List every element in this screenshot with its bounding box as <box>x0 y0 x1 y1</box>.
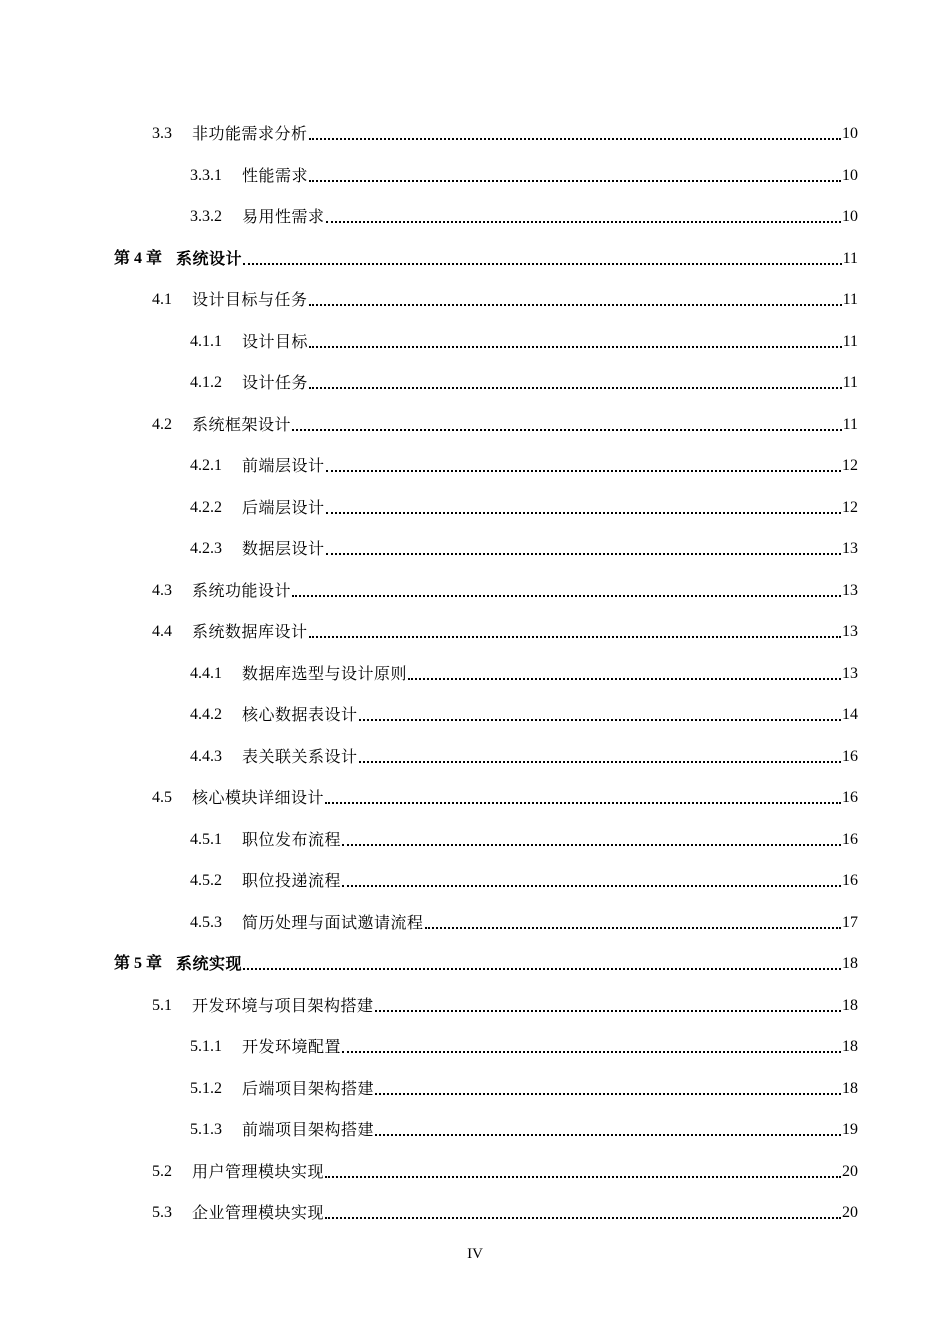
toc-entry-page: 12 <box>842 457 858 474</box>
toc-entry-page: 13 <box>842 581 858 599</box>
toc-entry-title: 前端项目架构搭建 <box>242 1120 375 1139</box>
toc-dot-leader <box>309 180 841 182</box>
toc-dot-leader <box>243 263 842 265</box>
toc-dot-leader <box>309 636 841 638</box>
toc-entry-title: 后端项目架构搭建 <box>242 1078 375 1098</box>
toc-entry-title: 非功能需求分析 <box>192 124 308 143</box>
toc-dot-leader <box>326 512 841 514</box>
toc-entry-number: 5.2 <box>152 1162 172 1180</box>
toc-entry-page: 10 <box>842 166 858 184</box>
toc-entry[interactable] <box>152 120 858 144</box>
toc-entry-number: 4.5.2 <box>190 872 222 889</box>
toc-dot-leader <box>359 761 841 763</box>
toc-entry[interactable] <box>190 660 858 684</box>
toc-entry-number: 5.1.3 <box>190 1121 222 1138</box>
toc-entry-page: 13 <box>842 623 858 640</box>
toc-entry-number: 4.4 <box>152 623 172 640</box>
toc-entry[interactable] <box>114 950 858 974</box>
toc-entry-title: 用户管理模块实现 <box>192 1161 325 1181</box>
toc-entry-title: 开发环境配置 <box>242 1037 342 1056</box>
toc-entry-title: 开发环境与项目架构搭建 <box>192 995 374 1015</box>
toc-entry[interactable] <box>190 867 858 891</box>
toc-entry-number: 4.5.1 <box>190 830 222 848</box>
toc-entry-title: 系统框架设计 <box>192 414 292 434</box>
toc-entry-page: 20 <box>842 1162 858 1180</box>
toc-entry-title: 数据层设计 <box>242 539 325 558</box>
toc-dot-leader <box>326 470 841 472</box>
toc-entry[interactable] <box>190 369 858 393</box>
toc-entry-page: 13 <box>842 664 858 682</box>
toc-entry[interactable] <box>190 1033 858 1057</box>
toc-entry-page: 18 <box>842 1079 858 1097</box>
toc-entry-page: 19 <box>842 1121 858 1138</box>
toc-entry-title: 职位发布流程 <box>242 829 342 849</box>
toc-entry-number: 4.4.2 <box>190 706 222 723</box>
toc-entry[interactable] <box>114 245 858 269</box>
toc-entry-number: 4.5 <box>152 789 172 806</box>
toc-entry-title: 核心模块详细设计 <box>192 788 325 807</box>
toc-entry[interactable] <box>190 452 858 476</box>
toc-dot-leader <box>326 553 841 555</box>
toc-entry[interactable] <box>190 701 858 725</box>
toc-dot-leader <box>408 678 841 680</box>
toc-entry-page: 16 <box>842 789 858 806</box>
toc-dot-leader <box>326 221 841 223</box>
toc-entry-number: 5.1.2 <box>190 1079 222 1097</box>
toc-dot-leader <box>375 1134 841 1136</box>
toc-entry[interactable] <box>190 1116 858 1140</box>
toc-entry-title: 职位投递流程 <box>242 871 342 890</box>
toc-entry-page: 16 <box>842 872 858 889</box>
toc-entry-title: 设计目标与任务 <box>192 290 308 309</box>
toc-entry-page: 11 <box>842 249 858 267</box>
toc-dot-leader <box>325 1217 841 1219</box>
toc-entry[interactable] <box>152 286 858 310</box>
toc-dot-leader <box>375 1010 841 1012</box>
toc-entry-page: 18 <box>842 955 858 972</box>
toc-entry-title: 系统设计 <box>176 248 243 268</box>
toc-entry[interactable] <box>152 1158 858 1182</box>
toc-entry-number: 第 4 章 <box>114 249 163 267</box>
toc-dot-leader <box>243 968 841 970</box>
toc-entry-page: 20 <box>842 1204 858 1221</box>
toc-entry-page: 18 <box>842 1038 858 1055</box>
toc-entry-number: 4.1 <box>152 291 172 308</box>
toc-entry-page: 11 <box>842 415 858 433</box>
toc-entry-number: 4.2.2 <box>190 498 222 516</box>
toc-entry-page: 10 <box>842 208 858 225</box>
toc-entry-page: 11 <box>842 332 858 350</box>
toc-entry[interactable] <box>190 1075 858 1099</box>
toc-entry-number: 3.3.2 <box>190 208 222 225</box>
toc-entry-number: 第 5 章 <box>114 955 163 972</box>
toc-entry-title: 企业管理模块实现 <box>192 1203 325 1222</box>
toc-entry-number: 4.2 <box>152 415 172 433</box>
toc-entry-page: 16 <box>842 747 858 765</box>
toc-entry-page: 10 <box>842 125 858 142</box>
toc-entry-title: 后端层设计 <box>242 497 325 517</box>
toc-entry-page: 13 <box>842 540 858 557</box>
toc-entry[interactable] <box>190 494 858 518</box>
toc-entry[interactable] <box>152 1199 858 1223</box>
toc-dot-leader <box>342 885 841 887</box>
toc-entry[interactable] <box>190 743 858 767</box>
toc-entry[interactable] <box>190 535 858 559</box>
toc-entry-number: 4.4.1 <box>190 664 222 682</box>
toc-dot-leader <box>425 927 841 929</box>
toc-entry-title: 系统功能设计 <box>192 580 292 600</box>
toc-entry-number: 4.1.2 <box>190 374 222 391</box>
toc-entry-title: 系统实现 <box>176 954 243 973</box>
toc-entry[interactable] <box>190 826 858 850</box>
toc-entry-number: 4.1.1 <box>190 332 222 350</box>
toc-dot-leader <box>309 346 842 348</box>
toc-entry[interactable] <box>190 909 858 933</box>
toc-entry-page: 16 <box>842 830 858 848</box>
toc-entry-title: 系统数据库设计 <box>192 622 308 641</box>
toc-entry[interactable] <box>152 784 858 808</box>
toc-entry-title: 设计任务 <box>242 373 309 392</box>
toc-entry-number: 5.1.1 <box>190 1038 222 1055</box>
toc-entry[interactable] <box>190 328 858 352</box>
toc-entry-number: 4.4.3 <box>190 747 222 765</box>
toc-entry-title: 性能需求 <box>242 165 309 185</box>
toc-entry-title: 表关联关系设计 <box>242 746 358 766</box>
toc-dot-leader <box>342 1051 841 1053</box>
toc-entry-page: 11 <box>842 291 858 308</box>
toc-entry[interactable] <box>152 992 858 1016</box>
toc-entry-number: 4.2.1 <box>190 457 222 474</box>
toc-dot-leader <box>292 429 842 431</box>
toc-dot-leader <box>342 844 841 846</box>
toc-entry-number: 5.1 <box>152 996 172 1014</box>
toc-entry-title: 前端层设计 <box>242 456 325 475</box>
toc-entry-title: 易用性需求 <box>242 207 325 226</box>
toc-entry-number: 5.3 <box>152 1204 172 1221</box>
toc-dot-leader <box>292 595 841 597</box>
toc-entry-page: 18 <box>842 996 858 1014</box>
toc-entry-page: 14 <box>842 706 858 723</box>
toc-entry-title: 核心数据表设计 <box>242 705 358 724</box>
toc-entry-page: 17 <box>842 913 858 931</box>
toc-dot-leader <box>325 802 841 804</box>
toc-dot-leader <box>375 1093 841 1095</box>
toc-entry-number: 4.5.3 <box>190 913 222 931</box>
toc-entry[interactable] <box>152 577 858 601</box>
toc-entry[interactable] <box>190 203 858 227</box>
toc-entry-page: 11 <box>842 374 858 391</box>
toc-dot-leader <box>309 304 842 306</box>
toc-dot-leader <box>325 1176 841 1178</box>
toc-dot-leader <box>309 138 841 140</box>
toc-entry-page: 12 <box>842 498 858 516</box>
page-number: IV <box>467 1246 483 1262</box>
toc-entry-number: 3.3.1 <box>190 166 222 184</box>
toc-entry-title: 简历处理与面试邀请流程 <box>242 912 424 932</box>
toc-dot-leader <box>309 387 842 389</box>
toc-entry-number: 4.3 <box>152 581 172 599</box>
toc-entry-number: 4.2.3 <box>190 540 222 557</box>
toc-entry[interactable] <box>190 162 858 186</box>
toc-entry-title: 设计目标 <box>242 331 309 351</box>
toc-entry[interactable] <box>152 411 858 435</box>
toc-entry[interactable] <box>152 618 858 642</box>
toc-dot-leader <box>359 719 841 721</box>
toc-entry-title: 数据库选型与设计原则 <box>242 663 408 683</box>
toc-entry-number: 3.3 <box>152 125 172 142</box>
